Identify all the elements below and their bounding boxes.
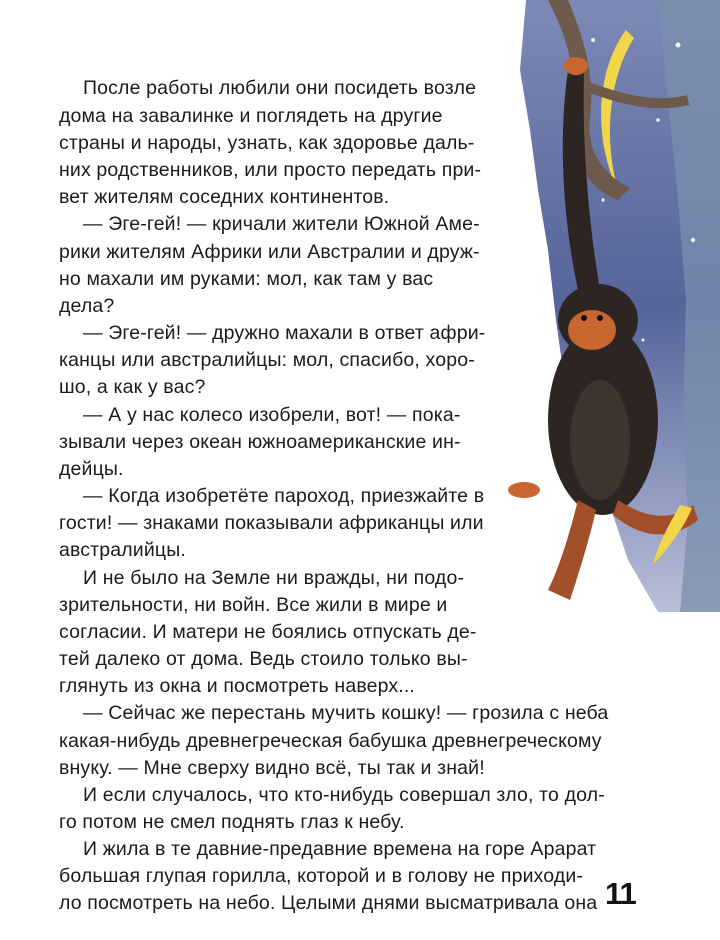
text-line: дела? [59, 295, 115, 317]
text-line: глянуть из окна и посмотреть наверх... [59, 675, 416, 697]
text-line: И если случалось, что кто-нибудь совершал зло, то дол- [83, 784, 605, 806]
text-line: И жила в те давние-предавние времена на горе Арарат [83, 838, 597, 860]
text-line: но махали им руками: мол, как там у вас [59, 268, 434, 290]
text-line: большая глупая горилла, которой и в голову не приходи- [59, 865, 584, 887]
text-line: них родственников, или просто передать при- [59, 159, 482, 181]
text-line: — Когда изобретёте пароход, приезжайте в [83, 485, 485, 507]
text-line: какая-нибудь древнегреческая бабушка древнегреческому [59, 730, 602, 752]
text-line: тей далеко от дома. Ведь стоило только вы- [59, 648, 468, 670]
text-line: дома на завалинке и поглядеть на другие [59, 105, 443, 127]
text-line: — Эге-гей! — дружно махали в ответ афри- [83, 322, 486, 344]
text-line: рики жителям Африки или Австралии и друж- [59, 241, 480, 263]
text-line: шо, а как у вас? [59, 376, 206, 398]
text-line: вет жителям соседних континентов. [59, 186, 390, 208]
text-line: зрительности, ни войн. Все жили в мире и [59, 594, 448, 616]
text-line: австралийцы. [59, 539, 186, 561]
text-line: — А у нас колесо изобрели, вот! — пока- [83, 404, 461, 426]
text-line: го потом не смел поднять глаз к небу. [59, 811, 405, 833]
text-line: страны и народы, узнать, как здоровье даль- [59, 132, 475, 154]
text-line: канцы или австралийцы: мол, спасибо, хоро- [59, 349, 475, 371]
text-line: После работы любили они посидеть возле [83, 77, 477, 99]
text-line: внуку. — Мне сверху видно всё, ты так и знай! [59, 757, 485, 779]
text-line: ло посмотреть на небо. Целыми днями высматривала она [59, 892, 598, 914]
text-line: согласии. И матери не боялись отпускать де- [59, 621, 477, 643]
text-line: дейцы. [59, 458, 124, 480]
page-number: 11 [605, 876, 636, 911]
text-line: — Эге-гей! — кричали жители Южной Аме- [83, 213, 480, 235]
text-line: гости! — знаками показывали африканцы или [59, 512, 484, 534]
text-line: зывали через океан южноамериканские ин- [59, 431, 461, 453]
text-line: — Сейчас же перестань мучить кошку! — грозила с неба [83, 702, 609, 724]
text-line: И не было на Земле ни вражды, ни подо- [83, 567, 465, 589]
